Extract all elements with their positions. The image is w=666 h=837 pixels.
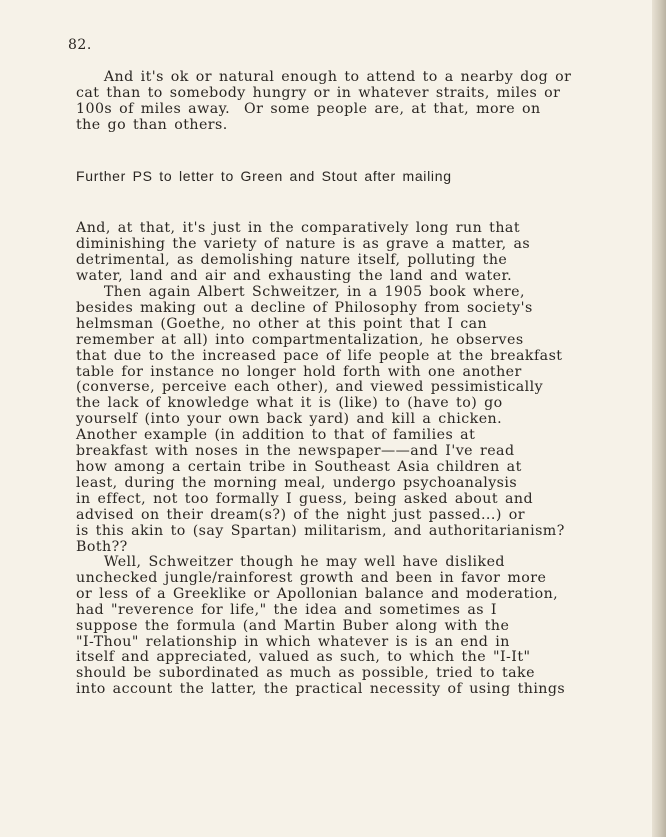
section-heading: Further PS to letter to Green and Stout after mailing bbox=[76, 168, 452, 184]
page-edge-shadow bbox=[652, 0, 666, 837]
paragraph-text: And, at that, it's just in the comparatively long run that diminishing the variety of nature is as grave a matter, as detrimental, as demolishing nature itself, polluting the water, land and air and exhausting the land and water. bbox=[76, 220, 531, 284]
paragraph-text: Then again Albert Schweitzer, in a 1905 book where, besides making out a decline of Philosophy from society's helmsman (Goethe, no other at this point that I can remember at all) into compartmentalization, he observes that due to the increased pace of life people at the breakfast table for instance no longer hold forth with one another (converse, perceive each other), and viewed pessimistically the lack of knowledge what it is (like) to (have to) go yourself (into your own back yard) and kill a chicken. Another example (in addition to that of families at breakfast with noses in the newspaper——and I've read how among a certain tribe in Southeast Asia children at least, during the morning meal, undergo psychoanalysis in effect, not too formally I guess, being asked about and advised on their dream(s?) of the night just passed...) or is this akin to (say Spartan) militarism, and authoritarianism? Both?? bbox=[76, 284, 565, 555]
paragraph-text: And it's ok or natural enough to attend to a nearby dog or cat than to somebody hungry or in whatever straits, miles or 100s of miles away. Or some people are, at that, more on the go than others. bbox=[76, 69, 572, 133]
paragraph-schweitzer bbox=[76, 285, 636, 555]
paragraph-reverence-for-life bbox=[76, 555, 636, 698]
page-number: 82. bbox=[68, 37, 92, 53]
paragraph-text: Well, Schweitzer though he may well have disliked unchecked jungle/rainforest growth and been in favor more or less of a Greeklike or Apollonian balance and moderation, had "reverence for life," the idea and sometimes as I suppose the formula (and Martin Buber along with the "I-Thou" relationship in which whatever is is an end in itself and appreciated, valued as such, to which the "I-It" should be subordinated as much as possible, tried to take into account the latter, the practical necessity of using things bbox=[76, 554, 566, 698]
paragraph-dog-or-cat bbox=[76, 70, 636, 134]
paragraph-diminishing-nature bbox=[76, 221, 636, 285]
